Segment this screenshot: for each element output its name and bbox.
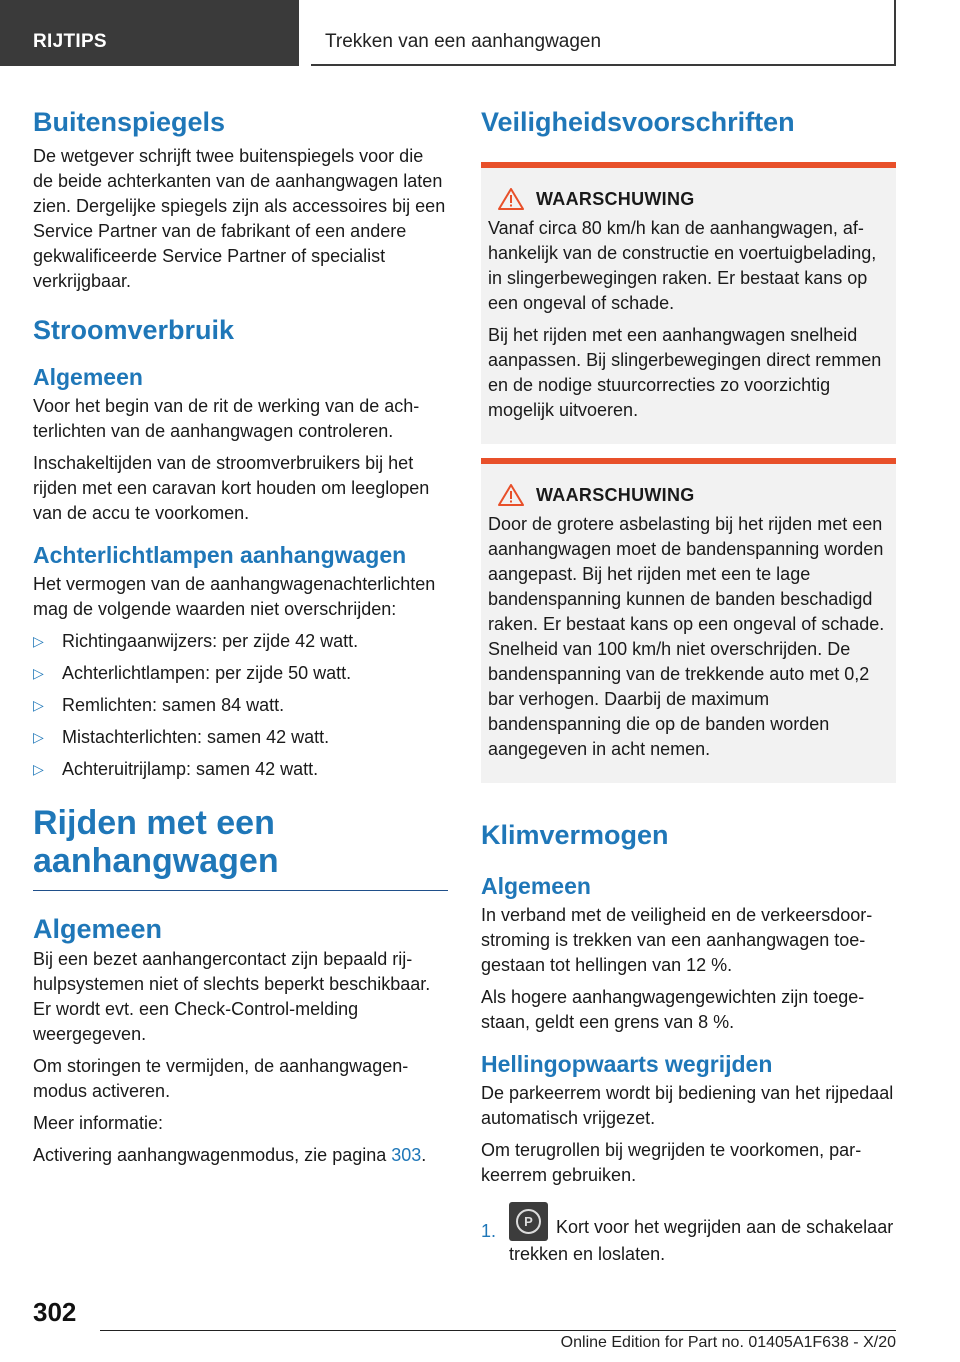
heading-achterlichtlampen: Achterlichtlampen aanhangwagen bbox=[33, 542, 407, 568]
paragraph: De wetgever schrijft twee buitenspiegels voor die de beide achterkanten van de aanhangwagen laten zien. Dergelijke spiegels zijn als accessoires bij een Service Partner van de fabrikant of een andere gekwalificeerde Service Partner of specialist verkrijgbaar. bbox=[33, 146, 446, 291]
chapter-title: Trekken van een aanhangwagen bbox=[311, 0, 896, 66]
footer-divider bbox=[100, 1330, 896, 1331]
list-item: ▷ Richtingaanwijzers: per zijde 42 watt. bbox=[33, 629, 448, 654]
right-column bbox=[481, 100, 896, 1267]
paragraph: Het vermogen van de aanhangwagenachterlichten mag de volgende waarden niet overschrijden: bbox=[33, 574, 436, 619]
paragraph: Inschakeltijden van de stroomverbruikers bij het rijden met een caravan kort houden om leeglopen van de accu te voorkomen. bbox=[33, 453, 430, 523]
step-item: 1. P Kort voor het wegrijden aan de schakelaar trekken en loslaten. bbox=[481, 1202, 896, 1267]
heading-algemeen: Algemeen bbox=[33, 914, 163, 944]
watt-list bbox=[33, 629, 448, 782]
triangle-bullet-icon: ▷ bbox=[33, 665, 44, 681]
heading-algemeen: Algemeen bbox=[481, 873, 591, 899]
page-header bbox=[0, 0, 960, 66]
heading-hellingopwaarts: Hellingopwaarts wegrijden bbox=[481, 1051, 773, 1077]
step-list bbox=[481, 1202, 896, 1267]
chapter-heading-block bbox=[33, 804, 448, 891]
paragraph: Als hogere aanhangwagengewichten zijn toegestaan, geldt een grens van 8 %. bbox=[481, 987, 865, 1032]
warning-text: Door de grotere asbelasting bij het rijden met een aanhangwagen moet de bandenspanning worden aangepast. Bij het rijden met een te lage bandenspanning kunnen de banden beschadigd raken. Er bestaat kans op een ongeval of schade. Snelheid van 100 km/h niet overschrijden. De bandenspanning van de trekkende auto met 0,2 bar verhogen. Daarbij de maximum bandenspanning die op de banden worden aangegeven in acht nemen. bbox=[488, 514, 885, 759]
warning-title: WAARSCHUWING bbox=[488, 188, 886, 210]
paragraph: Bij een bezet aanhangercontact zijn bepaald rijhulpsystemen niet of slechts beperkt beschikbaar. Er wordt evt. een Check-Control-melding weergegeven. bbox=[33, 949, 431, 1044]
heading-algemeen: Algemeen bbox=[33, 364, 143, 390]
heading-rijden-line2: aanhangwagen bbox=[33, 842, 279, 880]
list-item: ▷ Achterlichtlampen: per zijde 50 watt. bbox=[33, 661, 448, 686]
paragraph-with-link: Activering aanhangwagenmodus, zie pagina 303. bbox=[33, 1145, 427, 1165]
section-tab: RIJTIPS bbox=[0, 0, 299, 66]
list-item: ▷ Achteruitrijlamp: samen 42 watt. bbox=[33, 757, 448, 782]
heading-buitenspiegels: Buitenspiegels bbox=[33, 107, 226, 137]
warning-triangle-icon bbox=[498, 188, 524, 210]
parking-brake-button-icon: P bbox=[509, 1202, 548, 1241]
triangle-bullet-icon: ▷ bbox=[33, 633, 44, 649]
triangle-bullet-icon: ▷ bbox=[33, 761, 44, 777]
heading-klimvermogen: Klimvermogen bbox=[481, 820, 669, 850]
triangle-bullet-icon: ▷ bbox=[33, 697, 44, 713]
warning-text: Bij het rijden met een aanhangwagen snelheid aanpassen. Bij slingerbewegingen direct remmen en de nodige stuurcorrecties zo voorzichtig mogelijk uitvoeren. bbox=[488, 325, 882, 420]
triangle-bullet-icon: ▷ bbox=[33, 729, 44, 745]
warning-triangle-icon bbox=[498, 484, 524, 506]
warning-title: WAARSCHUWING bbox=[488, 484, 886, 506]
heading-veiligheidsvoorschriften: Veiligheidsvoorschriften bbox=[481, 107, 795, 137]
paragraph: Om terugrollen bij wegrijden te voorkomen, parkeerrem gebruiken. bbox=[481, 1140, 862, 1185]
footer-edition: Online Edition for Part no. 01405A1F638 - X/20 bbox=[560, 1334, 896, 1351]
heading-stroomverbruik: Stroomverbruik bbox=[33, 315, 235, 345]
warning-box bbox=[481, 162, 896, 444]
paragraph: Voor het begin van de rit de werking van de achterlichten van de aanhangwagen controleren. bbox=[33, 396, 420, 441]
left-column bbox=[33, 100, 448, 1175]
paragraph: Om storingen te vermijden, de aanhangwagenmodus activeren. bbox=[33, 1056, 409, 1101]
paragraph: Meer informatie: bbox=[33, 1113, 164, 1133]
paragraph: In verband met de veiligheid en de verkeersdoorstroming is trekken van een aanhangwagen toegestaan tot hellingen van 12 %. bbox=[481, 905, 873, 975]
page-number: 302 bbox=[33, 1297, 77, 1327]
step-number: 1. bbox=[481, 1221, 497, 1241]
page-link[interactable]: 303 bbox=[391, 1145, 422, 1165]
list-item: ▷ Remlichten: samen 84 watt. bbox=[33, 693, 448, 718]
list-item: ▷ Mistachterlichten: samen 42 watt. bbox=[33, 725, 448, 750]
heading-rijden-line1: Rijden met een bbox=[33, 804, 275, 842]
paragraph: De parkeerrem wordt bij bediening van het rijpedaal automatisch vrijgezet. bbox=[481, 1083, 894, 1128]
warning-text: Vanaf circa 80 km/h kan de aanhangwagen, afhankelijk van de constructie en voertuigbelading, in slingerbewegingen raken. Er bestaat kans op een ongeval of schade. bbox=[488, 218, 877, 313]
warning-box bbox=[481, 458, 896, 783]
